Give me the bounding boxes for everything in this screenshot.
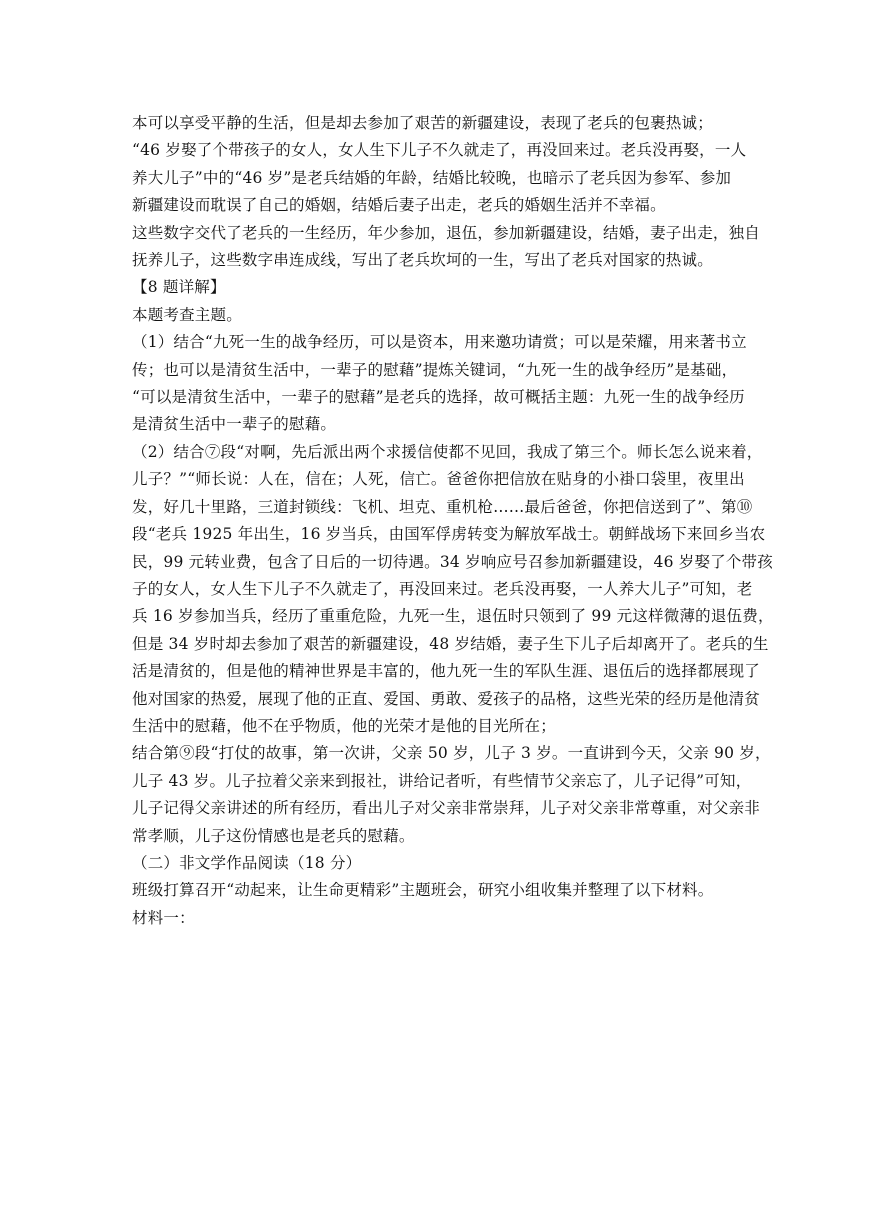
text-line: 段“老兵 1925 年出生，16 岁当兵，由国军俘虏转变为解放军战士。朝鲜战场下来回乡当农 bbox=[132, 525, 766, 544]
text-line: 常孝顺，儿子这份情感也是老兵的慰藉。 bbox=[132, 826, 415, 845]
text-line: 但是 34 岁时却去参加了艰苦的新疆建设，48 岁结婚，妻子生下儿子后却离开了。老兵的生 bbox=[132, 634, 769, 653]
text-line: 民，99 元转业费，包含了日后的一切待遇。34 岁响应号召参加新疆建设，46 岁娶了个带孩 bbox=[132, 552, 773, 571]
text-line: 发，好几十里路，三道封锁线：飞机、坦克、重机枪……最后爸爸，你把信送到了”、第⑩ bbox=[132, 497, 753, 516]
text-line: 本可以享受平静的生活，但是却去参加了艰苦的新疆建设，表现了老兵的包裹热诚； bbox=[132, 114, 713, 132]
text-line: （二）非文学作品阅读（18 分） bbox=[132, 853, 362, 872]
text-line: 儿子记得父亲讲述的所有经历，看出儿子对父亲非常崇拜，儿子对父亲非常尊重，对父亲非 bbox=[132, 799, 761, 818]
text-line: 班级打算召开“动起来，让生命更精彩”主题班会，研究小组收集并整理了以下材料。 bbox=[132, 881, 714, 900]
paragraph-point-1 bbox=[132, 329, 747, 439]
material-one-label bbox=[132, 905, 744, 932]
text-line: 【8 题详解】 bbox=[132, 278, 226, 297]
paragraph-numbers-summary bbox=[132, 220, 761, 275]
text-line: “可以是清贫生活中，一辈子的慰藉”是老兵的选择，故可概括主题：九死一生的战争经历 bbox=[132, 388, 745, 407]
text-line: 抚养儿子，这些数字串连成线，写出了老兵坎坷的一生，写出了老兵对国家的热诚。 bbox=[132, 251, 713, 270]
text-line: 传；也可以是清贫生活中，一辈子的慰藉”提炼关键词，“九死一生的战争经历”是基础， bbox=[132, 360, 738, 379]
paragraph-topic-intro bbox=[132, 302, 744, 329]
text-line: 兵 16 岁参加当兵，经历了重重危险，九死一生，退伍时只领到了 99 元这样微薄的退伍费， bbox=[132, 607, 774, 626]
document-body bbox=[132, 110, 774, 932]
paragraph-age-46 bbox=[132, 137, 747, 219]
text-line: 材料一： bbox=[132, 908, 195, 927]
paragraph-son-comfort bbox=[132, 740, 771, 850]
text-line: （2）结合⑦段“对啊，先后派出两个求援信使都不见回，我成了第三个。师长怎么说来着， bbox=[132, 442, 763, 461]
section-heading-nonfiction bbox=[132, 850, 744, 877]
text-line: 本题考查主题。 bbox=[132, 305, 242, 324]
text-line: 结合第⑨段“打仗的故事，第一次讲，父亲 50 岁，儿子 3 岁。一直讲到今天，父亲 90 岁， bbox=[132, 744, 771, 763]
text-line: “46 岁娶了个带孩子的女人，女人生下儿子不久就走了，再没回来过。老兵没再娶，一人 bbox=[132, 141, 747, 160]
text-line: 子的女人，女人生下儿子不久就走了，再没回来过。老兵没再娶，一人养大儿子”可知，老 bbox=[132, 579, 753, 598]
text-line: 生活中的慰藉，他不在乎物质，他的光荣才是他的目光所在； bbox=[132, 716, 556, 735]
text-line: 活是清贫的，但是他的精神世界是丰富的，他九死一生的军队生涯、退伍后的选择都展现了 bbox=[132, 662, 761, 681]
text-line: 新疆建设而耽误了自己的婚姻，结婚后妻子出走，老兵的婚姻生活并不幸福。 bbox=[132, 196, 666, 215]
text-line: 儿子？”“师长说：人在，信在；人死，信亡。爸爸你把信放在贴身的小褂口袋里，夜里出 bbox=[132, 470, 745, 489]
text-line: 养大儿子”中的“46 岁”是老兵结婚的年龄，结婚比较晚，也暗示了老兵因为参军、参加 bbox=[132, 168, 732, 187]
text-line: 他对国家的热爱，展现了他的正直、爱国、勇敢、爱孩子的品格，这些光荣的经历是他清贫 bbox=[132, 689, 761, 708]
paragraph-class-meeting bbox=[132, 877, 744, 904]
text-line: （1）结合“九死一生的战争经历，可以是资本，用来邀功请赏；可以是荣耀，用来著书立 bbox=[132, 333, 747, 352]
question-8-heading bbox=[132, 274, 744, 301]
paragraph-point-2 bbox=[132, 439, 774, 740]
text-line: 儿子 43 岁。儿子拉着父亲来到报社，讲给记者听，有些情节父亲忘了，儿子记得”可知， bbox=[132, 771, 752, 790]
text-line: 是清贫生活中一辈子的慰藉。 bbox=[132, 415, 337, 434]
paragraph-summary-enthusiasm bbox=[132, 110, 744, 137]
text-line: 这些数字交代了老兵的一生经历，年少参加，退伍，参加新疆建设，结婚，妻子出走，独自 bbox=[132, 223, 761, 242]
